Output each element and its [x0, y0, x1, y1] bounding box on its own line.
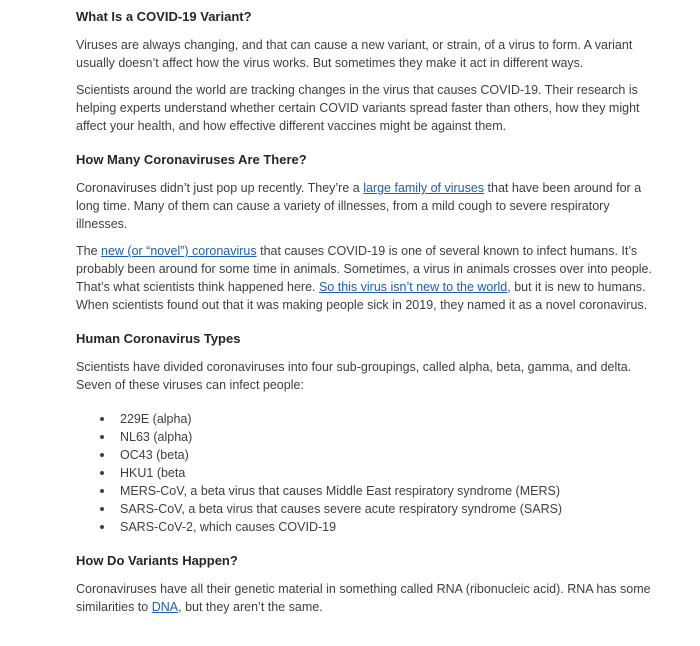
paragraph: [76, 580, 660, 616]
link-novel-coronavirus[interactable]: new (or “novel”) coronavirus: [101, 244, 257, 258]
paragraph: [76, 179, 660, 233]
paragraph: Viruses are always changing, and that can cause a new variant, or strain, of a virus to form. A variant usually doesn’t affect how the virus works. But sometimes they make it act in different ways.: [76, 38, 633, 70]
link-virus-not-new[interactable]: So this virus isn’t new to the world: [318, 280, 508, 294]
text-run: Coronaviruses have all their genetic material in something called RNA (ribonucleic acid). RNA has some similarities to: [76, 582, 651, 614]
heading-how-do-variants-happen: How Do Variants Happen?: [76, 553, 238, 568]
text-run: Coronaviruses didn’t just pop up recently. They’re a: [76, 181, 364, 195]
text-run: , but it is new to humans. When scientists found out that it was making people sick in 2019, they named it as a novel coronavirus.: [76, 280, 648, 312]
text-run: that have been around for a long time. Many of them can cause a variety of illnesses, from a mild cough to severe respiratory illnesses.: [76, 181, 642, 231]
list-item: SARS-CoV, a beta virus that causes severe acute respiratory syndrome (SARS): [120, 500, 660, 518]
list-item: HKU1 (beta: [120, 464, 660, 482]
text-run: The: [76, 244, 102, 258]
link-large-family-of-viruses[interactable]: large family of viruses: [363, 181, 485, 195]
paragraph: Scientists around the world are tracking changes in the virus that causes COVID-19. Their research is helping experts understand whether certain COVID variants spread faster than others, how they might affect your health, and how effective different vaccines might be against them.: [76, 83, 640, 133]
paragraph: [76, 242, 660, 314]
text-run: that causes COVID-19 is one of several known to infect humans. It’s probably been around for some time in animals. Sometimes, a virus in animals crosses over into people. That’s what scientists think happened here.: [76, 244, 652, 294]
list-item: MERS-CoV, a beta virus that causes Middle East respiratory syndrome (MERS): [120, 482, 660, 500]
list-item: SARS-CoV-2, which causes COVID-19: [120, 518, 660, 536]
heading-how-many-coronaviruses: How Many Coronaviruses Are There?: [76, 152, 307, 167]
link-dna[interactable]: DNA: [151, 600, 179, 614]
paragraph: Scientists have divided coronaviruses into four sub-groupings, called alpha, beta, gamma, and delta. Seven of these viruses can infect people:: [76, 360, 632, 392]
coronavirus-list: [76, 410, 660, 536]
list-item: NL63 (alpha): [120, 428, 660, 446]
heading-what-is-variant: What Is a COVID-19 Variant?: [76, 9, 252, 24]
text-run: , but they aren’t the same.: [178, 600, 323, 614]
list-item: 229E (alpha): [120, 410, 660, 428]
list-item: OC43 (beta): [120, 446, 660, 464]
heading-human-coronavirus-types: Human Coronavirus Types: [76, 331, 241, 346]
